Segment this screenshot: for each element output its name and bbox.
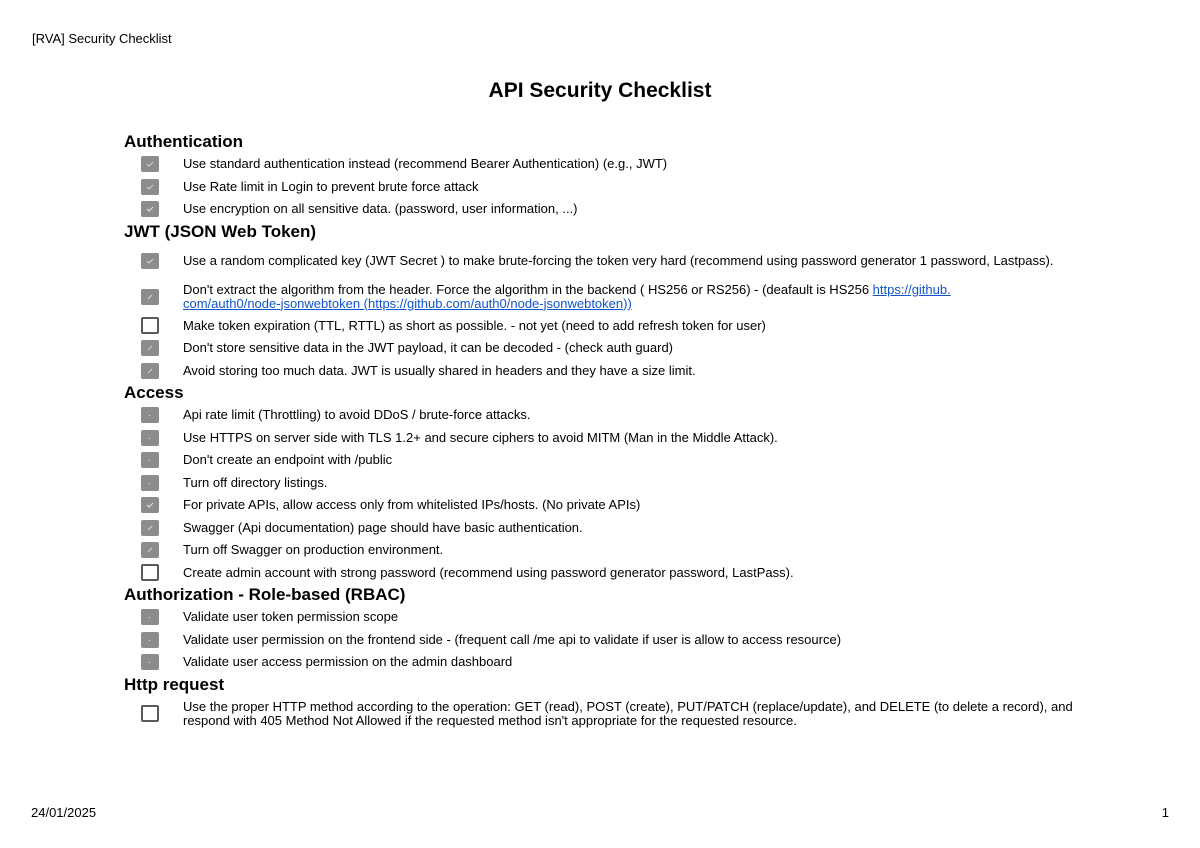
checkbox-checked-icon[interactable] (141, 430, 159, 446)
checkbox-checked-icon[interactable] (141, 475, 159, 491)
checklist-item (141, 629, 1084, 652)
checklist-item (141, 696, 1084, 732)
checkbox-checked-icon[interactable] (141, 340, 159, 356)
checkbox-checked-icon[interactable] (141, 407, 159, 423)
footer-date: 24/01/2025 (31, 805, 97, 820)
checklist-item (141, 427, 1084, 450)
checklist-item (141, 153, 1084, 176)
item-text: Validate user access permission on the admin dashboard (183, 654, 513, 670)
item-text: Turn off directory listings. (183, 474, 328, 490)
checkbox-unchecked-icon[interactable] (141, 317, 159, 334)
checkbox-checked-icon[interactable] (141, 156, 159, 172)
checkbox-unchecked-icon[interactable] (141, 705, 159, 722)
item-text: Use encryption on all sensitive data. (password, user information, ...) (183, 201, 578, 217)
page-number: 1 (1161, 805, 1169, 820)
checklist-item (141, 606, 1084, 629)
item-text: Use standard authentication instead (recommend Bearer Authentication) (e.g., JWT) (183, 156, 668, 172)
item-text: Use Rate limit in Login to prevent brute force attack (183, 178, 479, 194)
checkbox-checked-icon[interactable] (141, 654, 159, 670)
section-http-request (124, 674, 1084, 732)
checkbox-checked-icon[interactable] (141, 253, 159, 269)
checklist-item (141, 404, 1084, 427)
link-text-line2[interactable]: com/auth0/node-jsonwebtoken (https://github.com/auth0/node-jsonwebtoken)) (183, 295, 632, 311)
checkbox-checked-icon[interactable] (141, 289, 159, 305)
checkbox-checked-icon[interactable] (141, 497, 159, 513)
item-text: Don't create an endpoint with /public (183, 452, 393, 468)
item-text (183, 283, 1084, 311)
checklist-item (141, 449, 1084, 472)
item-text: Use the proper HTTP method according to the operation: GET (read), POST (create), PUT/PATCH (replace/update), and DELETE (to delete a record), and respond with 405 Method Not Allowed if the requested method isn't appropriate for the requested resource. (183, 698, 1073, 728)
section-authorization (124, 584, 1084, 674)
checklist (124, 131, 1084, 732)
item-text: Avoid storing too much data. JWT is usually shared in headers and they have a size limit. (183, 362, 696, 378)
checklist-item (141, 472, 1084, 495)
item-text: Make token expiration (TTL, RTTL) as short as possible. - not yet (need to add refresh token for user) (183, 317, 766, 333)
checklist-item (141, 539, 1084, 562)
item-text: Use HTTPS on server side with TLS 1.2+ and secure ciphers to avoid MITM (Man in the Middle Attack). (183, 429, 778, 445)
document-header: [RVA] Security Checklist (32, 31, 172, 46)
item-text: Don't store sensitive data in the JWT payload, it can be decoded - (check auth guard) (183, 340, 674, 356)
checkbox-checked-icon[interactable] (141, 609, 159, 625)
checkbox-checked-icon[interactable] (141, 452, 159, 468)
checkbox-checked-icon[interactable] (141, 179, 159, 195)
section-access (124, 382, 1084, 584)
checkbox-checked-icon[interactable] (141, 363, 159, 379)
item-text: Validate user token permission scope (183, 609, 399, 625)
checklist-item (141, 279, 1084, 315)
section-title: Authorization - Role-based (RBAC) (124, 585, 406, 604)
checkbox-unchecked-icon[interactable] (141, 564, 159, 581)
checkbox-checked-icon[interactable] (141, 632, 159, 648)
checkbox-checked-icon[interactable] (141, 201, 159, 217)
item-text-part: Don't extract the algorithm from the header. Force the algorithm in the backend ( HS256 or RS256) - (deafault is HS256 (183, 281, 873, 297)
checklist-item (141, 176, 1084, 199)
checkbox-checked-icon[interactable] (141, 542, 159, 558)
checklist-item (141, 562, 1084, 585)
section-title: Access (124, 383, 184, 402)
checklist-item (141, 198, 1084, 221)
checklist-item (141, 517, 1084, 540)
link-text-line1[interactable]: https://github. (872, 281, 951, 297)
checklist-item (141, 315, 1084, 338)
item-text: Turn off Swagger on production environment. (183, 542, 444, 558)
section-title: Authentication (124, 132, 243, 151)
checklist-item (141, 243, 1084, 279)
item-text: Validate user permission on the frontend side - (frequent call /me api to validate if user is allow to access resource) (183, 631, 842, 647)
item-text: Api rate limit (Throttling) to avoid DDoS / brute-force attacks. (183, 407, 531, 423)
item-text: Use a random complicated key (JWT Secret ) to make brute-forcing the token very hard (recommend using password generator 1 password, Lastpass). (183, 252, 1054, 268)
page-title: API Security Checklist (488, 79, 712, 102)
checklist-item (141, 651, 1084, 674)
checklist-item (141, 360, 1084, 383)
item-text: Swagger (Api documentation) page should have basic authentication. (183, 519, 583, 535)
section-title: Http request (124, 674, 225, 694)
section-authentication (124, 131, 1084, 221)
checklist-item (141, 494, 1084, 517)
item-text: Create admin account with strong password (recommend using password generator password, LastPass). (183, 564, 794, 580)
checklist-item (141, 337, 1084, 360)
checkbox-checked-icon[interactable] (141, 520, 159, 536)
section-jwt (124, 221, 1084, 383)
section-title: JWT (JSON Web Token) (124, 221, 317, 241)
item-text: For private APIs, allow access only from whitelisted IPs/hosts. (No private APIs) (183, 497, 641, 513)
